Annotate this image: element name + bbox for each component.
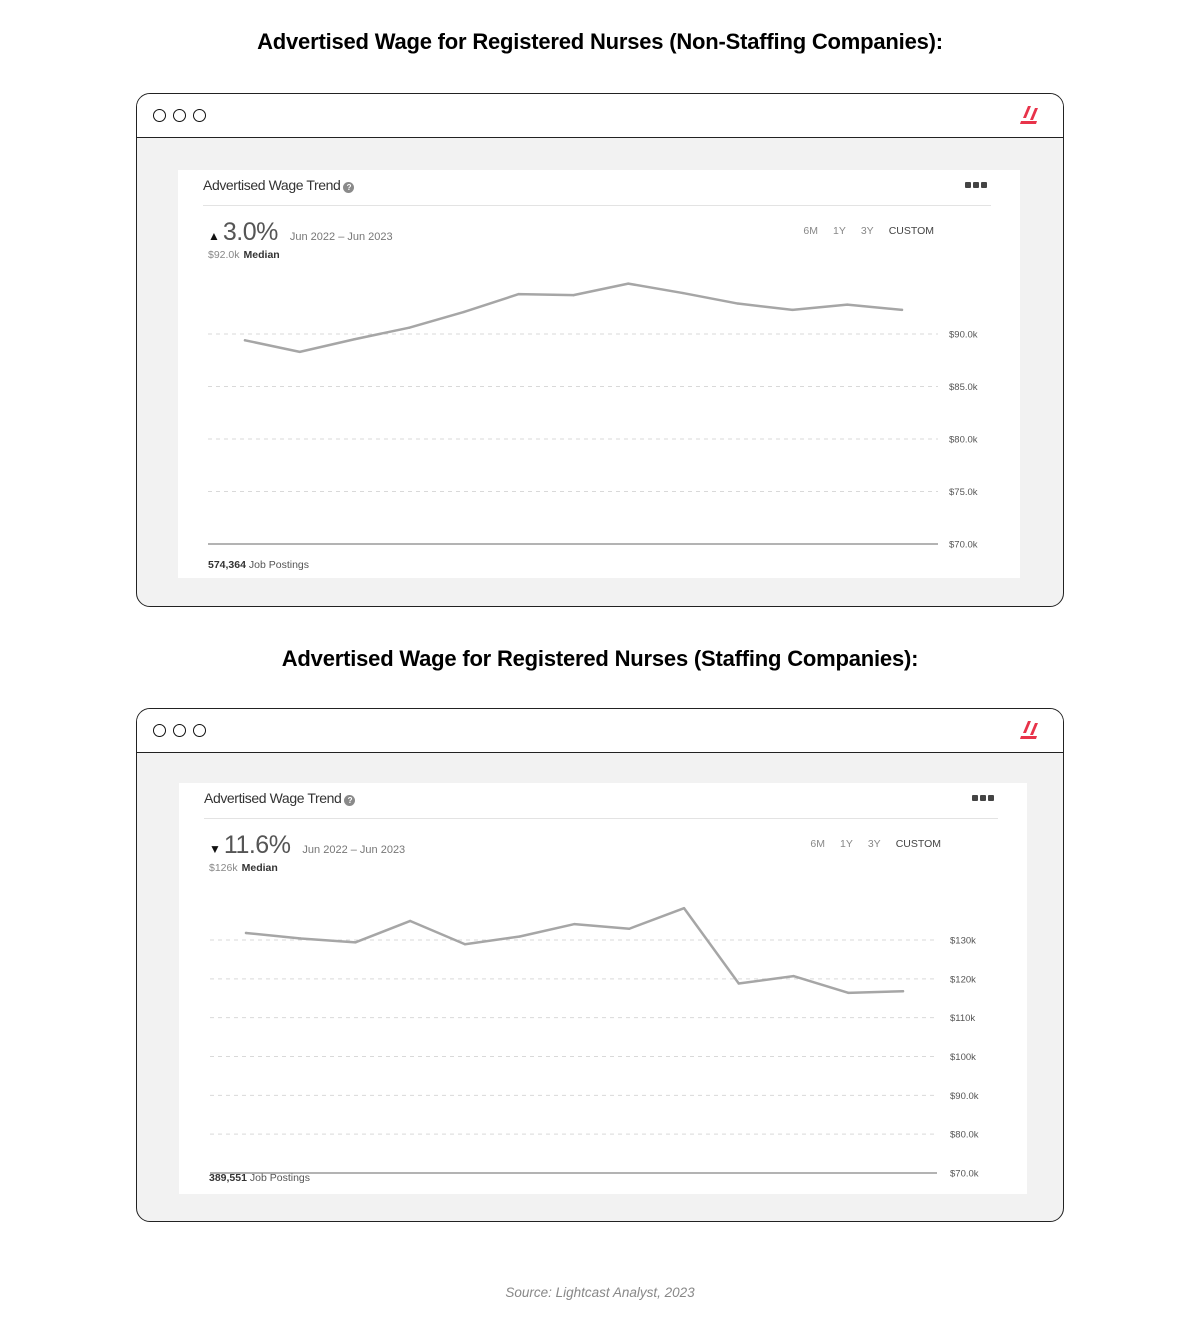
triangle-up-icon: ▲ bbox=[208, 229, 220, 243]
window-titlebar bbox=[137, 94, 1063, 138]
brand-logo-icon bbox=[1019, 104, 1041, 126]
job-postings-count bbox=[208, 559, 309, 571]
y-tick-label: $75.0k bbox=[949, 487, 978, 498]
data-point[interactable] bbox=[791, 309, 793, 311]
wage-trend-panel bbox=[179, 783, 1027, 1194]
y-tick-label: $100k bbox=[950, 1052, 976, 1063]
panel-title-text: Advertised Wage Trend bbox=[204, 790, 342, 806]
data-point[interactable] bbox=[518, 293, 520, 295]
range-button-6m[interactable]: 6M bbox=[803, 225, 818, 237]
window-dot-icon[interactable] bbox=[153, 109, 166, 122]
window-dot-icon[interactable] bbox=[173, 109, 186, 122]
data-point[interactable] bbox=[299, 351, 301, 353]
data-point[interactable] bbox=[573, 923, 575, 925]
postings-number: 389,551 bbox=[209, 1172, 247, 1184]
data-point[interactable] bbox=[244, 339, 246, 341]
data-point[interactable] bbox=[682, 292, 684, 294]
data-point[interactable] bbox=[902, 990, 904, 992]
browser-window-non-staffing bbox=[136, 93, 1064, 607]
help-icon[interactable]: ? bbox=[343, 182, 354, 193]
data-point[interactable] bbox=[628, 928, 630, 930]
range-button-custom[interactable]: CUSTOM bbox=[888, 225, 934, 237]
y-tick-label: $70.0k bbox=[950, 1168, 979, 1180]
brand-logo-icon bbox=[1019, 719, 1041, 741]
data-point[interactable] bbox=[464, 943, 466, 945]
data-point[interactable] bbox=[409, 920, 411, 922]
data-point[interactable] bbox=[519, 935, 521, 937]
y-tick-label: $85.0k bbox=[949, 382, 978, 393]
data-point[interactable] bbox=[627, 282, 629, 284]
window-dot-icon[interactable] bbox=[153, 724, 166, 737]
data-point[interactable] bbox=[901, 309, 903, 311]
series-line bbox=[246, 908, 903, 993]
section-title-staffing: Advertised Wage for Registered Nurses (Staffing Companies): bbox=[281, 646, 919, 671]
data-point[interactable] bbox=[572, 294, 574, 296]
range-button-3y[interactable]: 3Y bbox=[860, 225, 874, 237]
data-point[interactable] bbox=[738, 982, 740, 984]
wage-trend-panel bbox=[178, 170, 1020, 578]
y-tick-label: $90.0k bbox=[949, 329, 978, 341]
median-value: $92.0k bbox=[208, 249, 240, 261]
triangle-down-icon: ▼ bbox=[209, 842, 221, 856]
data-point[interactable] bbox=[408, 327, 410, 329]
change-value: 3.0% bbox=[222, 218, 278, 246]
postings-label: Job Postings bbox=[249, 1172, 311, 1184]
data-point[interactable] bbox=[245, 932, 247, 934]
window-dot-icon[interactable] bbox=[193, 724, 206, 737]
range-button-6m[interactable]: 6M bbox=[810, 838, 825, 850]
postings-number: 574,364 bbox=[208, 559, 246, 571]
panel-title-text: Advertised Wage Trend bbox=[203, 177, 341, 193]
data-point[interactable] bbox=[463, 311, 465, 313]
source-note: Source: Lightcast Analyst, 2023 bbox=[505, 1285, 695, 1300]
y-tick-label: $110k bbox=[950, 1013, 976, 1025]
y-tick-label: $80.0k bbox=[949, 434, 978, 446]
y-tick-label: $70.0k bbox=[949, 539, 978, 551]
window-controls bbox=[153, 109, 206, 122]
data-point[interactable] bbox=[847, 992, 849, 994]
y-tick-label: $90.0k bbox=[950, 1090, 979, 1102]
data-point[interactable] bbox=[300, 937, 302, 939]
wage-trend-chart bbox=[178, 170, 1020, 578]
change-value: 11.6% bbox=[223, 831, 291, 859]
median-label: Median bbox=[241, 862, 278, 874]
data-point[interactable] bbox=[737, 302, 739, 304]
date-range: Jun 2022 – Jun 2023 bbox=[302, 844, 406, 856]
section-title-non-staffing: Advertised Wage for Registered Nurses (Non-Staffing Companies): bbox=[257, 29, 943, 54]
window-controls bbox=[153, 724, 206, 737]
range-button-3y[interactable]: 3Y bbox=[867, 838, 881, 850]
y-tick-label: $120k bbox=[950, 974, 976, 986]
median-label: Median bbox=[243, 249, 280, 261]
series-line bbox=[245, 284, 902, 352]
wage-trend-chart bbox=[179, 783, 1027, 1194]
y-tick-label: $130k bbox=[950, 935, 976, 947]
window-titlebar bbox=[137, 709, 1063, 753]
postings-label: Job Postings bbox=[248, 559, 310, 571]
window-dot-icon[interactable] bbox=[173, 724, 186, 737]
window-dot-icon[interactable] bbox=[193, 109, 206, 122]
range-button-1y[interactable]: 1Y bbox=[840, 838, 853, 850]
y-tick-label: $80.0k bbox=[950, 1129, 979, 1141]
browser-window-staffing bbox=[136, 708, 1064, 1222]
data-point[interactable] bbox=[353, 338, 355, 340]
job-postings-count bbox=[209, 1172, 310, 1184]
median-value: $126k bbox=[209, 862, 238, 874]
data-point[interactable] bbox=[683, 907, 685, 909]
help-icon[interactable]: ? bbox=[344, 795, 355, 806]
date-range: Jun 2022 – Jun 2023 bbox=[289, 231, 393, 243]
range-button-1y[interactable]: 1Y bbox=[833, 225, 846, 237]
data-point[interactable] bbox=[846, 303, 848, 305]
data-point[interactable] bbox=[354, 941, 356, 943]
data-point[interactable] bbox=[792, 975, 794, 977]
range-button-custom[interactable]: CUSTOM bbox=[895, 838, 941, 850]
